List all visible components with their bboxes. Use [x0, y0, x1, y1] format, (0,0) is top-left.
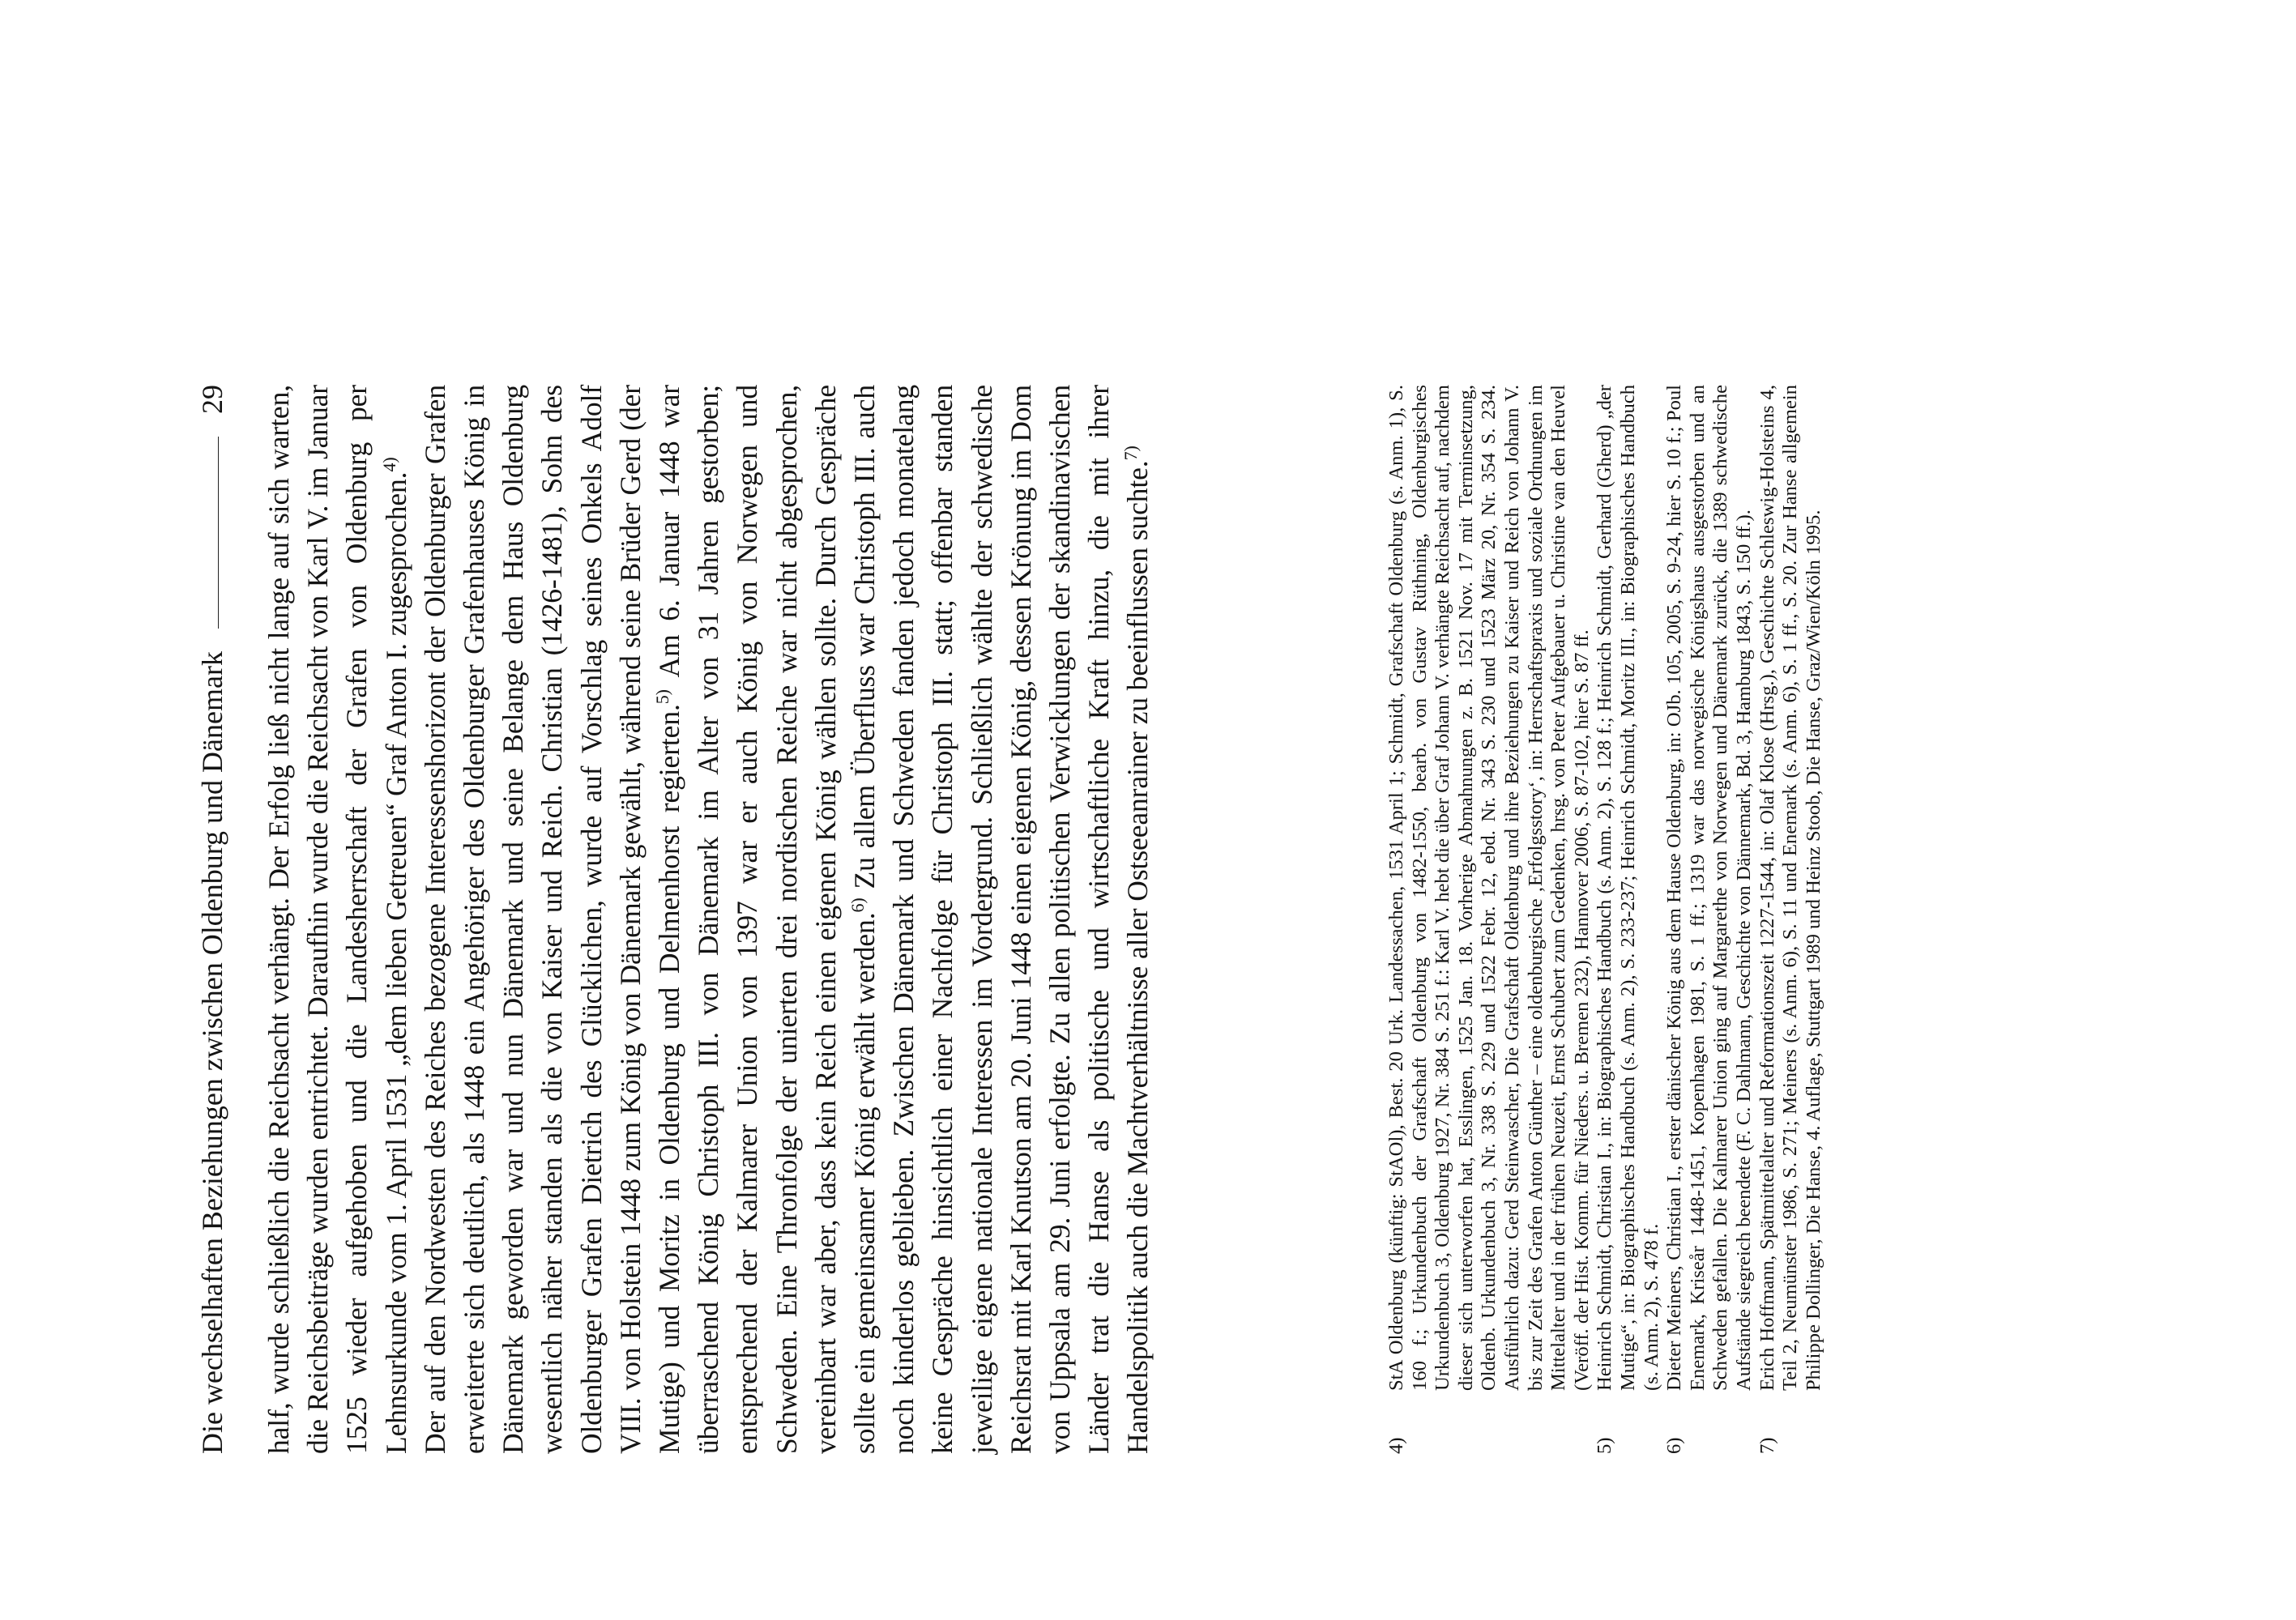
footnote-text: Erich Hoffmann, Spätmittelalter und Reformationszeit 1227-1544, in: Olaf Klose (Hrsg.), Geschichte Schleswig-Holsteins 4, Teil 2, Neumünster 1986, S. 271; Meiners (s. Anm. 6), S. 11 und Enemark (s. Anm. 6), S. 1 ff., S. 20. Zur Hanse allgemein Philippe Dollinger, Die Hanse, 4. Auflage, Stuttgart 1989 und Heinz Stoob, Die Hanse, Graz/Wien/Köln 1995.	[1756, 385, 1824, 1391]
paragraph-2	[416, 385, 1158, 1454]
footnote-ref-4: 4)	[378, 457, 399, 472]
footnote-text: StA Oldenburg (künftig: StAOl), Best. 20 Urk. Landessachen, 1531 April 1; Schmidt, Grafschaft Oldenburg (s. Anm. 1), S. 160 f.; Urkundenbuch der Grafschaft Oldenburg von 1482-1550, bearb. von Gustav Rüthning, Oldenburgisches Urkundenbuch 3, Oldenburg 1927, Nr. 384 S. 251 f.: Karl V. hebt die über Graf Johann V. verhängte Reichsacht auf, nachdem dieser sich unterworfen hat, Esslingen, 1525 Jan. 18. Vorherige Abmahnungen z. B. 1521 Nov. 17 mit Terminsetzung, Oldenb. Urkundenbuch 3, Nr. 338 S. 229 und 1522 Febr. 12, ebd. Nr. 343 S. 230 und 1523 März 20, Nr. 354 S. 234. Ausführlich dazu: Gerd Steinwascher, Die Grafschaft Oldenburg und ihre Beziehungen zu Kaiser und Reich von Johann V. bis zur Zeit des Grafen Anton Günther – eine oldenburgische ‚Erfolgsstory‘, in: Herrschaftspraxis und soziale Ordnungen im Mittelalter und in der frühen Neuzeit, Ernst Schubert zum Gedenken, hrsg. von Peter Aufgebauer u. Christine van den Heuvel (Veröff. der Hist. Komm. für Nieders. u. Bremen 232), Hannover 2006, S. 87-102, hier S. 87 ff.	[1385, 385, 1593, 1391]
paragraph-2-text-c: Zu allem Überfluss war Christoph III. auch noch kinderlos geblieben. Zwischen Dänemark und Schweden fanden jedoch monatelang keine Gespräche hinsichtlich einer Nachfolge für Christoph III. statt; offenbar standen jeweilige eigene nationale Interessen im Vordergrund. Schließlich wählte der schwedische Reichsrat mit Karl Knutson am 20. Juni 1448 einen eigenen König, dessen Krönung im Dom von Uppsala am 29. Juni erfolgte. Zu allen politischen Verwicklungen der skandinavischen Länder trat die Hanse als politische und wirtschaftliche Kraft hinzu, die mit ihrer Handelspolitik auch die Machtverhältnisse aller Ostseeanrainer zu beeinflussen suchte.	[848, 385, 1154, 1454]
footnote-text: Dieter Meiners, Christian I., erster dänischer König aus dem Hause Oldenburg, in: OJb. 105, 2005, S. 9-24, hier S. 10 f.; Poul Enemark, Kriseår 1448-1451, Kopenhagen 1981, S. 1 ff.; 1319 war das norwegische Königshaus ausgestorben und an Schweden gefallen. Die Kalmarer Union ging auf Margarethe von Norwegen und Dänemark zurück, die 1389 schwedische Aufstände siegreich beendete (F. C. Dahlmann, Geschichte von Dännemark, Bd. 3, Hamburg 1843, S. 150 ff.).	[1663, 385, 1755, 1391]
page-number: 29	[196, 385, 228, 414]
footnotes	[1385, 385, 1825, 1454]
footnote-5	[1594, 385, 1663, 1454]
running-head-title: Die wechselhaften Beziehungen zwischen Oldenburg und Dänemark	[196, 651, 228, 1454]
footnote-6	[1663, 385, 1756, 1454]
footnote-4	[1385, 385, 1594, 1454]
footnote-text: Heinrich Schmidt, Christian I., in: Biographisches Handbuch (s. Anm. 2), S. 128 f.; Heinrich Schmidt, Gerhard (Gherd) „der Mutige“, in: Biographisches Handbuch (s. Anm. 2), S. 233-237; Heinrich Schmidt, Moritz III., in: Biographisches Handbuch (s. Anm. 2), S. 478 f.	[1594, 385, 1662, 1391]
footnote-ref-5: 5)	[652, 689, 673, 705]
running-head-rule	[218, 437, 219, 629]
paragraph-1	[259, 385, 416, 1454]
paragraph-2-text-b: Am 6. Januar 1448 war überraschend König Christoph III. von Dänemark im Alter von 31 Jahren gestorben; entsprechend der Kalmarer Union von 1397 war er auch König von Norwegen und Schweden. Eine Thronfolge der unierten drei nordischen Reiche war nicht abgesprochen, vereinbart war aber, dass kein Reich einen eigenen König wählen sollte. Durch Gespräche sollte ein gemeinsamer König erwählt werden.	[653, 385, 881, 1454]
book-page	[186, 385, 1824, 1454]
footnote-7	[1756, 385, 1826, 1454]
paragraph-2-text-a: Der auf den Nordwesten des Reiches bezogene Interessenshorizont der Oldenburger Grafen erweiterte sich deutlich, als 1448 ein Angehöriger des Oldenburger Grafenhauses König in Dänemark geworden war und nun Dänemark und seine Belange dem Haus Oldenburg wesentlich näher standen als die von Kaiser und Reich. Christian (1426-1481), Sohn des Oldenburger Grafen Dietrich des Glücklichen, wurde auf Vorschlag seines Onkels Adolf VIII. von Holstein 1448 zum König von Dänemark gewählt, während seine Brüder Gerd (der Mutige) und Moritz in Oldenburg und Delmenhorst regierten.	[418, 385, 686, 1454]
running-head	[186, 385, 227, 1454]
footnote-number: 4)	[1385, 1437, 1407, 1454]
footnote-number: 6)	[1663, 1437, 1686, 1454]
main-text	[259, 385, 1158, 1454]
paragraph-1-text: half, wurde schließlich die Reichsacht verhängt. Der Erfolg ließ nicht lange auf sich warten, die Reichsbeiträge wurden entrichtet. Daraufhin wurde die Reichsacht von Karl V. im Januar 1525 wieder aufgehoben und die Landesherrschaft der Grafen von Oldenburg per Lehnsurkunde vom 1. April 1531 „dem lieben Getreuen“ Graf Anton I. zugesprochen.	[262, 385, 412, 1454]
footnote-ref-7: 7)	[1120, 446, 1142, 461]
footnote-number: 7)	[1756, 1437, 1778, 1454]
footnote-ref-6: 6)	[847, 897, 868, 913]
footnote-number: 5)	[1594, 1437, 1616, 1454]
